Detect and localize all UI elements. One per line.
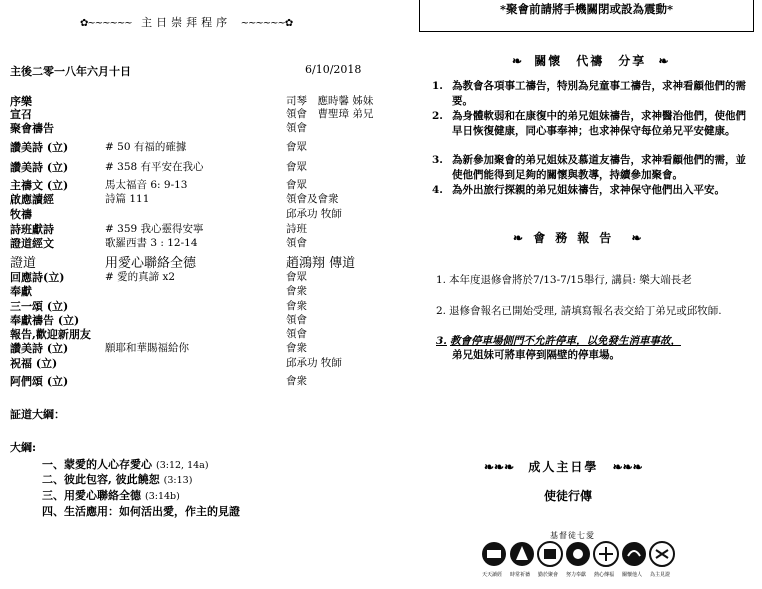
affairs-item (436, 303, 722, 318)
outline-text: 一、蒙愛的人心存愛心 (42, 458, 152, 471)
service-item-person: 趙鴻翔 傳道 (286, 256, 356, 271)
service-row (10, 177, 410, 190)
service-row (10, 93, 410, 106)
service-item-content: 詩篇 111 (105, 193, 150, 205)
service-item-name: 讚美詩 (立) (10, 161, 69, 174)
sunday-school-heading: 成人主日學 (528, 460, 599, 474)
outline-point (42, 471, 192, 487)
affairs-item (449, 347, 620, 362)
service-row (10, 252, 410, 271)
notice-box (419, 0, 754, 32)
service-item-person: 領會 (286, 328, 307, 340)
service-item-person: 邱承功 牧師 (286, 208, 342, 220)
service-item-name: 聚會禱告 (10, 122, 54, 135)
sermon-notes-label: 証道大綱： (10, 408, 65, 421)
service-item-name: 報告,歡迎新朋友 (10, 328, 91, 341)
affairs-item (436, 333, 681, 348)
service-item-name: 阿們頌 (立) (10, 375, 69, 388)
prayer-number: 1. (432, 80, 443, 92)
left-ornament-icon: ✿~~~~~~ (80, 18, 132, 29)
header-title: 主日崇拜程序 (141, 16, 232, 29)
service-item-person: 詩班 (286, 223, 307, 235)
logo-caption: 基督徒七愛 (550, 531, 595, 540)
worship-icon (538, 542, 562, 566)
service-row (10, 283, 410, 296)
prayer-text: 為身體軟弱和在康復中的弟兄姐妹禱告，求神醫治他們，使他們早日恢復健康，同心事奉神；也求神保守每位弟兄平安健康。 (452, 110, 746, 137)
prayer-text: 為教會各項事工禱告，特別為兒童事工禱告，求神看顧他們的需要。 (452, 80, 746, 107)
affairs-heading-row (513, 229, 642, 246)
outline-label: 大綱: (10, 441, 37, 454)
service-item-person: 會眾 (286, 179, 307, 191)
service-item-name: 啟應讀經 (10, 193, 54, 206)
service-item-name: 讚美詩 (立) (10, 342, 69, 355)
care-icon (622, 542, 646, 566)
affairs-number: 2. (436, 305, 447, 317)
date-line: 主後二零一八年六月十日 (10, 65, 131, 78)
outline-text: 二、彼此包容, 彼此饒恕 (42, 473, 160, 486)
seven-loves-logo (480, 530, 680, 580)
service-item-name: 證道 (10, 256, 37, 271)
service-item-name: 主禱文 (立) (10, 179, 69, 192)
service-row (10, 139, 410, 152)
service-row (10, 191, 410, 204)
service-row (10, 340, 410, 353)
service-row (10, 298, 410, 311)
affairs-item (436, 272, 692, 287)
service-row (10, 120, 410, 133)
service-row (10, 312, 410, 325)
prayer-heading-row (512, 52, 669, 69)
logo-label: 天天讀經 (482, 572, 503, 578)
service-item-person: 邱承功 牧師 (286, 357, 342, 369)
service-item-person: 會衆 (286, 285, 307, 297)
service-item-person: 會眾 (286, 161, 307, 173)
right-ornament-icon: ~~~~~~✿ (240, 18, 293, 29)
offering-icon (566, 542, 590, 566)
logo-label: 為主見證 (650, 572, 671, 578)
logo-label: 努力奉獻 (566, 572, 587, 578)
logo-label: 關懷他人 (622, 572, 643, 578)
service-item-person: 會衆 (286, 342, 307, 354)
service-row (10, 269, 410, 282)
service-item-content: 用愛心聯絡全德 (105, 256, 197, 271)
service-item-content: 馬太福音 6: 9-13 (105, 179, 188, 191)
service-item-content: # 358 有平安在我心 (105, 161, 204, 173)
service-item-person: 領會 (286, 314, 307, 326)
service-item-person: 會眾 (286, 141, 307, 153)
logo-label: 時常祈禱 (510, 572, 531, 578)
outline-text: 四、生活應用：如何活出愛，作主的見證 (42, 505, 240, 518)
service-item-name: 奉獻 (10, 285, 32, 298)
service-item-person: 領會及會衆 (286, 193, 339, 205)
leaf-ornament-icon: ❧ (512, 54, 523, 68)
evangelism-icon (594, 542, 618, 566)
leaf-ornament-icon: ❧ (631, 231, 642, 245)
service-item-person: 領會 (286, 122, 307, 134)
service-item-name: 祝福 (立) (10, 357, 58, 370)
service-row (10, 206, 410, 219)
service-row (10, 326, 410, 339)
service-item-content: # 359 我心靈得安寧 (105, 223, 204, 235)
service-row (10, 355, 410, 368)
logo-labels (480, 571, 680, 579)
service-item-content: # 愛的真諦 x2 (105, 271, 176, 283)
service-item-name: 序樂 (10, 95, 32, 108)
affairs-text: 本年度退修會將於7/13-7/15舉行, 講員: 樂大端長老 (449, 274, 692, 286)
sunday-school-subject: 使徒行傳 (544, 489, 593, 503)
affairs-number: 1. (436, 274, 447, 286)
prayer-number: 4. (432, 184, 443, 196)
service-item-content: # 50 有福的確據 (105, 141, 187, 153)
prayer-number: 3. (432, 154, 443, 166)
service-item-name: 回應詩(立) (10, 271, 65, 284)
leaf-ornament-icon: ❧ (513, 231, 524, 245)
date-short: 6/10/2018 (305, 63, 362, 76)
service-item-person: 領會 (286, 237, 307, 249)
service-item-content: 歌羅西書 3 : 12-14 (105, 237, 198, 249)
affairs-number: 3. (436, 335, 447, 347)
left-header (80, 14, 292, 30)
service-item-content: 願耶和華賜福給你 (105, 342, 189, 354)
affairs-text: 弟兄姐妹可將車停到隔壁的停車場。 (452, 349, 620, 361)
service-item-name: 三一頌 (立) (10, 300, 69, 313)
outline-point (42, 456, 209, 472)
service-item-person: 領會 曹聖璋 弟兄 (286, 108, 374, 120)
service-item-name: 證道經文 (10, 237, 54, 250)
sunday-school-heading-row (484, 458, 643, 475)
read-bible-icon (482, 542, 506, 566)
service-row (10, 235, 410, 248)
service-item-name: 詩班獻詩 (10, 223, 54, 236)
service-item-name: 讚美詩 (立) (10, 141, 69, 154)
affairs-text: 退修會報名已開始受理, 請填寫報名表交給丁弟兄或邱牧師. (449, 305, 722, 317)
prayer-text: 為外出旅行探親的弟兄姐妹禱告，求神保守他們出入平安。 (452, 184, 725, 196)
service-item-person: 會衆 (286, 375, 307, 387)
ornament-icon: ❧❧❧ (612, 460, 643, 474)
service-item-name: 奉獻禱告 (立) (10, 314, 80, 327)
service-order (10, 93, 410, 393)
outline-point (42, 503, 244, 519)
service-row (10, 106, 410, 119)
service-item-person: 會衆 (286, 300, 307, 312)
service-row (10, 221, 410, 234)
prayer-text: 為新參加聚會的弟兄姐妹及慕道友禱告，求神看顧他們的需，並使他們能得到足夠的關懷與教導，持續參加聚會。 (452, 154, 746, 181)
service-row (10, 159, 410, 172)
prayer-heading: 關懷 代禱 分享 (534, 54, 647, 68)
witness-icon (650, 542, 674, 566)
ornament-icon: ❧❧❧ (484, 460, 515, 474)
service-row (10, 373, 410, 386)
leaf-ornament-icon: ❧ (658, 54, 669, 68)
outline-ref: (3:12, 14a) (156, 460, 209, 471)
notice-text: *聚會前請將手機關閉或設為震動* (499, 2, 674, 16)
logo-icons (480, 540, 680, 570)
logo-label: 熱心傳福 (594, 572, 615, 578)
outline-ref: (3:14b) (145, 491, 180, 502)
outline-ref: (3:13) (163, 475, 193, 486)
service-item-person: 司琴 應時馨 姊妹 (286, 95, 374, 107)
affairs-text: 教會停車場側門不允許停車，以免發生消車事故， (449, 335, 681, 347)
affairs-heading: 會務報告 (533, 231, 622, 245)
outline-point (42, 487, 180, 503)
service-item-person: 會眾 (286, 271, 307, 283)
outline-text: 三、用愛心聯絡全德 (42, 489, 141, 502)
pray-icon (510, 542, 534, 566)
logo-label: 勤於聚會 (538, 572, 559, 578)
service-item-name: 宣召 (10, 108, 32, 121)
service-item-name: 牧禱 (10, 208, 32, 221)
prayer-number: 2. (432, 110, 443, 122)
